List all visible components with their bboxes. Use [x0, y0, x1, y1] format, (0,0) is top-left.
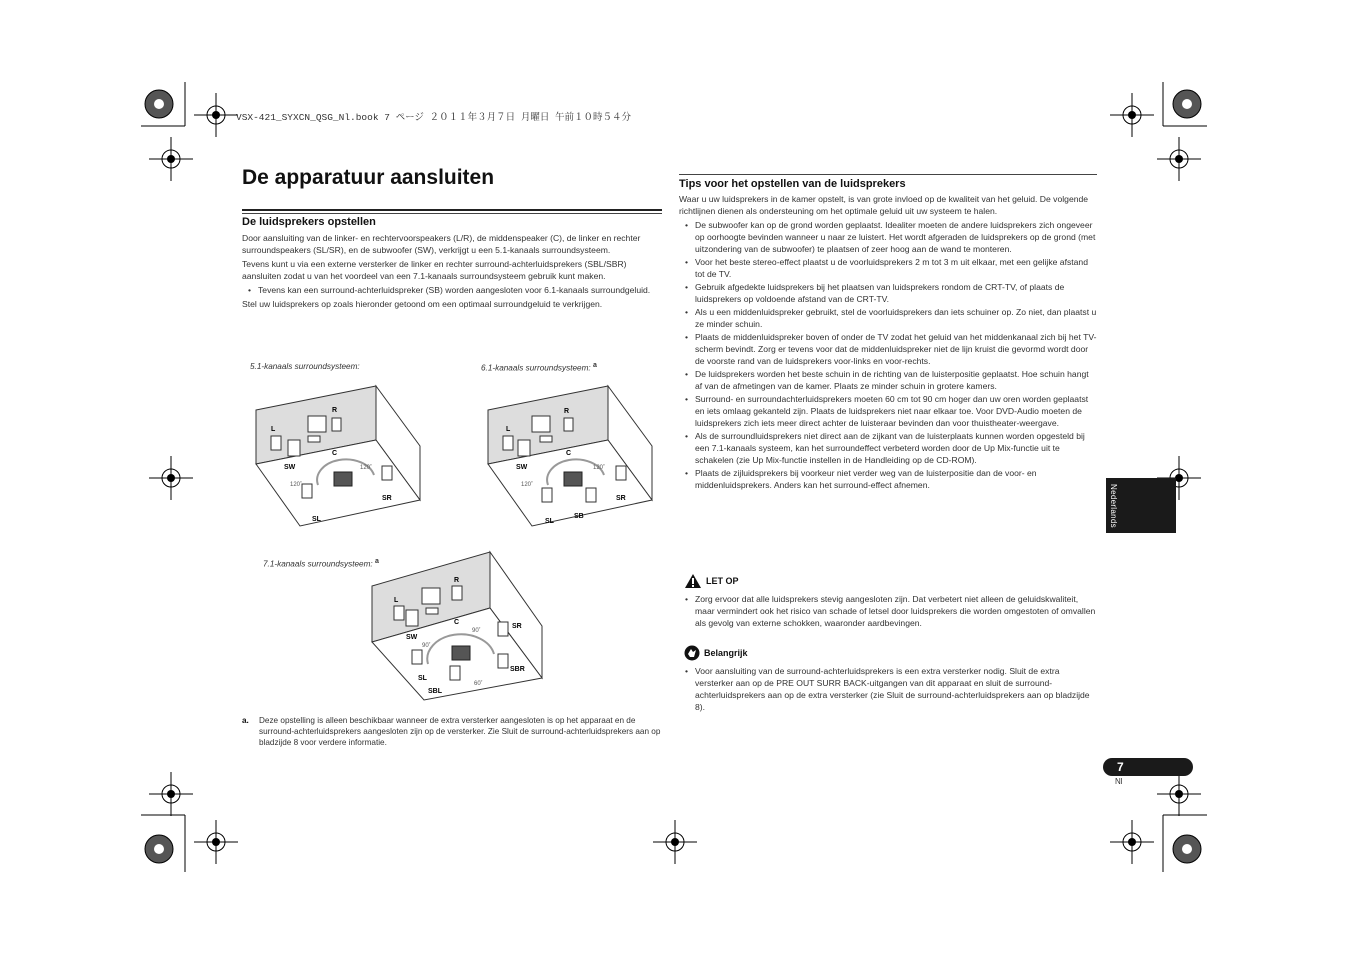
angle-90-right: 90˚: [472, 628, 481, 634]
speaker-l-icon: [503, 436, 513, 450]
speakers-bullet-sb: • Tevens kan een surround-achterluidspreker (SB) worden aangesloten voor 6.1-kanaals surroundgeluid.: [242, 284, 662, 296]
label-sl: SL: [545, 518, 554, 525]
speakers-bullets: [242, 284, 662, 296]
speaker-sr-icon: [616, 466, 626, 480]
tv-icon: [422, 588, 440, 604]
caption-71-mark: a: [374, 558, 379, 565]
page-language-code: Nl: [1115, 777, 1123, 786]
tips-intro: Waar u uw luidsprekers in de kamer opstelt, is van grote invloed op de kwaliteit van het geluid. De volgende richtlijnen dienen als ondersteuning om het optimale geluid uit uw systeem te halen.: [679, 194, 1089, 216]
speaker-sr-icon: [382, 466, 392, 480]
label-l: L: [271, 426, 276, 433]
important-list: [679, 665, 1097, 714]
listener-chair-icon: [564, 472, 582, 486]
tips-bullet: • Gebruik afgedekte luidsprekers bij het plaatsen van luidsprekers rondom de CRT-TV, of plaats de luidsprekers op voldoende afstand van de CRT-TV.: [679, 281, 1097, 305]
speakers-para-3: Stel uw luidsprekers op zoals hieronder getoond om een optimaal surroundgeluid te verkrijgen.: [242, 299, 603, 309]
label-l: L: [506, 426, 511, 433]
angle-120-right: 120˚: [593, 465, 606, 471]
speaker-r-icon: [452, 586, 462, 600]
label-sw: SW: [284, 464, 296, 471]
important-title: Belangrijk: [704, 648, 748, 658]
speaker-r-icon: [332, 418, 341, 431]
speaker-r-icon: [564, 418, 573, 431]
tips-bullet: • De subwoofer kan op de grond worden geplaatst. Idealiter moeten de andere luidsprekers zich ongeveer op oorhoogte bevinden wanneer u naar ze luistert. Het wordt afgeraden de luidsprekers op de grond (met uitzondering van de subwoofer) te plaatsen of zeer hoog aan de wand te monteren.: [679, 219, 1097, 255]
important-heading: [684, 645, 748, 661]
right-top-rule: [679, 174, 1097, 175]
section-title-speakers: De luidsprekers opstellen: [242, 216, 376, 228]
caution-text: • Zorg ervoor dat alle luidsprekers stevig aangesloten zijn. Dat verbetert niet alleen de geluidskwaliteit, maar vermindert ook het risico van schade of letsel door luidsprekers die worden omgestoten of omvallen als gevolg van externe schokken, waaronder aardbevingen.: [679, 593, 1097, 629]
label-r: R: [332, 407, 338, 414]
page-number: 7: [1117, 760, 1124, 774]
subwoofer-icon: [518, 440, 530, 456]
label-r: R: [454, 577, 460, 584]
speaker-sbl-icon: [450, 666, 460, 680]
speakers-intro: [242, 232, 662, 310]
tips-bullet: • Als u een middenluidspreker gebruikt, stel de voorluidsprekers dan iets schuiner op. Zo niet, dan plaatst u ze minder schuin.: [679, 306, 1097, 330]
page-number-badge: [1103, 758, 1193, 776]
subwoofer-icon: [406, 610, 418, 626]
caution-heading: [684, 573, 739, 589]
tips-body: [679, 193, 1097, 492]
label-sr: SR: [616, 495, 626, 502]
label-sl: SL: [418, 675, 427, 682]
label-r: R: [564, 408, 570, 415]
caption-51: [250, 362, 360, 371]
label-sbr: SBR: [510, 666, 525, 673]
listener-chair-icon: [452, 646, 470, 660]
tips-bullet: • De luidsprekers worden het beste schuin in de richting van de luisterpositie geplaatst. Hoe schuin hangt af van de afmetingen van de kamer. Plaats ze minder schuin in grotere kamers.: [679, 368, 1097, 392]
tips-bullet: • Voor het beste stereo-effect plaatst u de voorluidsprekers 2 m tot 3 m uit elkaar, met een gelijke afstand tot de TV.: [679, 256, 1097, 280]
footnote-mark: a.: [242, 716, 249, 725]
speaker-c-icon: [426, 608, 438, 614]
page-title: De apparatuur aansluiten: [242, 166, 495, 189]
speaker-l-icon: [394, 606, 404, 620]
tips-bullet: • Plaats de middenluidspreker boven of onder de TV zodat het geluid van het middenkanaal zich bij het TV-scherm bevindt. Zorg er tevens voor dat de middenluidspreker niet de lijn kruist die gevormd wordt door de voorste rand van de luidsprekers voor-links en voor-rechts.: [679, 331, 1097, 367]
speaker-sl-icon: [302, 484, 312, 498]
tv-icon: [308, 416, 326, 432]
title-rule: [242, 209, 662, 211]
angle-120-left: 120˚: [521, 482, 534, 488]
caption-71-text: 7.1-kanaals surroundsysteem:: [263, 559, 373, 569]
footnote-text: Deze opstelling is alleen beschikbaar wanneer de extra versterker aangesloten is op het apparaat en de surround-achterluidsprekers aangesloten zijn op de versterker. Zie Sluit de surround-achterluidsprekers aan op bladzijde 8 voor verdere informatie.: [259, 716, 661, 747]
caution-title: LET OP: [706, 576, 739, 586]
important-text: • Voor aansluiting van de surround-achterluidsprekers is een extra versterker nodig. Sluit de extra versterker aan op de PRE OUT SURR BACK-uitgangen van dit apparaat en sluit de surround-achterluidsprekers aan op de extra versterker (zie Sluit de surround-achterluidsprekers aan op bladzijde 8).: [679, 665, 1097, 713]
tips-bullets: [679, 219, 1097, 491]
caption-71: [263, 558, 379, 569]
angle-120-right: 120˚: [360, 465, 373, 471]
tips-bullet: • Surround- en surroundachterluidsprekers moeten 60 cm tot 90 cm hoger dan uw oren worden geplaatst en iets omlaag gekanteld zijn. Plaats de luidsprekers niet naar elkaar toe. Voor DVD-Audio moeten de luidsprekers zich iets meer direct achter de luisteraar bevinden dan voor thuistheater-weergave.: [679, 393, 1097, 429]
caption-61-mark: a: [592, 362, 597, 369]
label-sb: SB: [574, 513, 584, 520]
speaker-l-icon: [271, 436, 281, 450]
print-meta-line: VSX-421_SYXCN_QSG_Nl.book 7 ページ ２０１１年３月７日 月曜日 午前１０時５４分: [236, 112, 632, 123]
label-sr: SR: [382, 495, 392, 502]
speaker-sl-icon: [412, 650, 422, 664]
language-side-tab-label: Nederlands: [1109, 484, 1118, 528]
label-c: C: [332, 450, 338, 457]
section-title-tips: Tips voor het opstellen van de luidsprekers: [679, 178, 906, 190]
speaker-c-icon: [540, 436, 552, 442]
caption-51-text: 5.1-kanaals surroundsysteem:: [250, 362, 360, 371]
caption-61-text: 6.1-kanaals surroundsysteem:: [481, 363, 591, 373]
angle-120-left: 120˚: [290, 482, 303, 488]
caption-61: [481, 362, 597, 373]
warning-icon: [684, 573, 702, 589]
angle-60: 60˚: [474, 681, 483, 687]
speaker-sr-icon: [498, 622, 508, 636]
tv-icon: [532, 416, 550, 432]
angle-90-left: 90˚: [422, 643, 431, 649]
label-c: C: [454, 619, 460, 626]
label-l: L: [394, 597, 399, 604]
subwoofer-icon: [288, 440, 300, 456]
label-sbl: SBL: [428, 688, 442, 695]
speakers-para-2: Tevens kunt u via een externe versterker de linker en rechter surround-achterluidsprekers (SBL/SBR) aansluiten zodat u van het voordeel van een 7.1-kanaals surroundsysteem gebruik kunt maken.: [242, 259, 627, 281]
label-sl: SL: [312, 516, 321, 523]
caution-list: [679, 593, 1097, 630]
diagram-61: [478, 380, 688, 530]
tips-bullet: • Als de surroundluidsprekers niet direct aan de zijkant van de luisterplaats kunnen worden opgesteld bij een 7.1-kanaals systeem, kan het surroundeffect verbeterd worden door de Up Mix-functie uit te schakelen (zie Up Mix-functie instellen in de Handleiding op de CD-ROM).: [679, 430, 1097, 466]
label-c: C: [566, 450, 572, 457]
listener-chair-icon: [334, 472, 352, 486]
label-sw: SW: [406, 634, 418, 641]
tips-bullet: • Plaats de zijluidsprekers bij voorkeur niet verder weg van de luisterpositie dan de voor- en middenluidsprekers. Anders kan het surround-effect afnemen.: [679, 467, 1097, 491]
language-side-tab: [1106, 478, 1176, 533]
speaker-c-icon: [308, 436, 320, 442]
important-icon: [684, 645, 700, 661]
speakers-para-1: Door aansluiting van de linker- en rechtervoorspeakers (L/R), de middenspeaker (C), de linker en rechter surroundspeakers (SL/SR), en de subwoofer (SW), verkrijgt u een 5.1-kanaals surroundsysteem.: [242, 233, 641, 255]
speaker-sb-icon: [586, 488, 596, 502]
footnote-a: [242, 715, 662, 748]
speaker-sl-icon: [542, 488, 552, 502]
label-sr: SR: [512, 623, 522, 630]
title-rule-thin: [242, 213, 662, 214]
diagram-71: [366, 548, 556, 702]
label-sw: SW: [516, 464, 528, 471]
speaker-sbr-icon: [498, 654, 508, 668]
diagram-51: [246, 380, 456, 530]
